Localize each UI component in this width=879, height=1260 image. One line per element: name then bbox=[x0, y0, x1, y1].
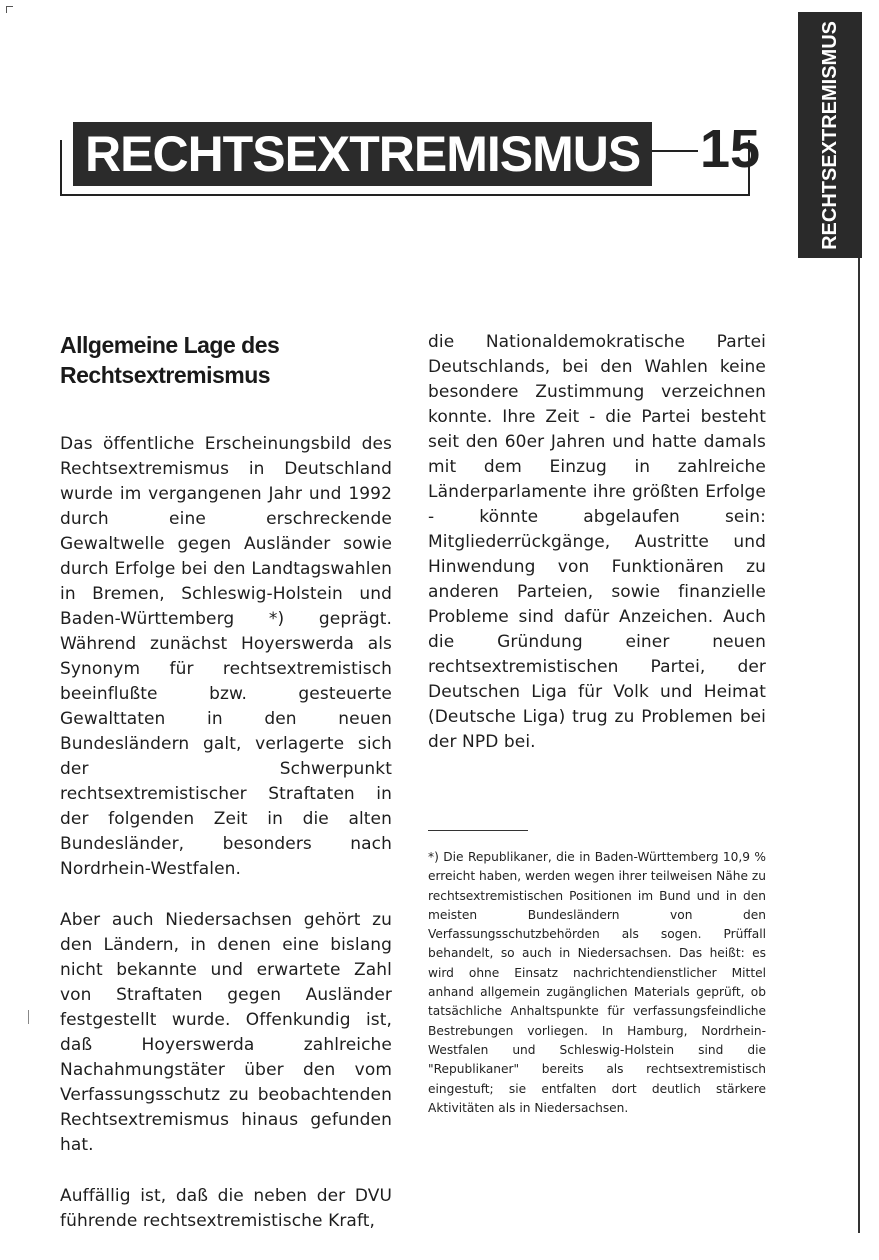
chapter-title-box bbox=[73, 122, 652, 186]
page-edge-rule bbox=[858, 258, 860, 1233]
section-heading: Allgemeine Lage des Rechtsextremismus bbox=[60, 332, 280, 388]
chapter-number: 15 bbox=[700, 119, 761, 179]
crop-mark bbox=[6, 6, 13, 13]
margin-mark bbox=[28, 1010, 29, 1024]
left-column bbox=[60, 432, 392, 1260]
footnote-rule bbox=[428, 830, 528, 831]
right-column bbox=[428, 330, 766, 781]
side-chapter-tab bbox=[798, 12, 862, 258]
paragraph: Auffällig ist, daß die neben der DVU führende rechtsextremistische Kraft, bbox=[60, 1186, 392, 1231]
paragraph: die Nationaldemokratische Partei Deutschlands, bei den Wahlen keine besondere Zustimmung verzeichnen konnte. Ihre Zeit - die Partei besteht seit den 60er Jahren und hatte damals mit dem Einzug in zahlreiche Länderparlamente ihre größten Erfolge - könnte abgelaufen sein: Mitgliederrückgänge, Austritte und Hinwendung von Funktionären zu anderen Parteien, sowie finanzielle Probleme sind dafür Anzeichen. Auch die Gründung einer neuen rechtsextremistischen Partei, der Deutschen Liga für Volk und Heimat (Deutsche Liga) trug zu Problemen bei der NPD bei. bbox=[428, 332, 766, 752]
chapter-title: RECHTSEXTREMISMUS bbox=[85, 126, 641, 182]
side-tab-label: RECHTSEXTREMISMUS bbox=[818, 20, 841, 250]
footnote: *) Die Republikaner, die in Baden-Württemberg 10,9 % erreicht haben, werden wegen ihrer teilweisen Nähe zu rechtsextremistischen Positionen im Bund und in den meisten Bundesländern von den Verfassungsschutzbehörden als sogen. Prüffall behandelt, so auch in Niedersachsen. Das heißt: es wird ohne Einsatz nachrichtendienstlicher Mittel anhand allgemein zugänglichen Materials geprüft, ob tatsächliche Anhaltspunkte für verfassungsfeindliche Bestrebungen vorliegen. In Hamburg, Nordrhein-Westfalen und Schleswig-Holstein sind die "Republikaner" bereits als rechtsextremistisch eingestuft; sie entfalten dort deutlich stärkere Aktivitäten als in Niedersachsen. bbox=[428, 850, 766, 1115]
paragraph: Das öffentliche Erscheinungsbild des Rechtsextremismus in Deutschland wurde im vergangenen Jahr und 1992 durch eine erschreckende Gewaltwelle gegen Ausländer sowie durch Erfolge bei den Landtagswahlen in Bremen, Schleswig-Holstein und Baden-Württemberg *) geprägt. Während zunächst Hoyerswerda als Synonym für rechtsextremistisch beeinflußte bzw. gesteuerte Gewalttaten in den neuen Bundesländern galt, verlagerte sich der Schwerpunkt rechtsextremistischer Straftaten in der folgenden Zeit in die alten Bundesländer, besonders nach Nordrhein-Westfalen. bbox=[60, 434, 392, 879]
paragraph: Aber auch Niedersachsen gehört zu den Ländern, in denen eine bislang nicht bekannte und erwartete Zahl von Straftaten gegen Ausländer festgestellt wurde. Offenkundig ist, daß Hoyerswerda zahlreiche Nachahmungstäter über den vom Verfassungsschutz zu beobachtenden Rechtsextremismus hinaus gefunden hat. bbox=[60, 910, 392, 1155]
